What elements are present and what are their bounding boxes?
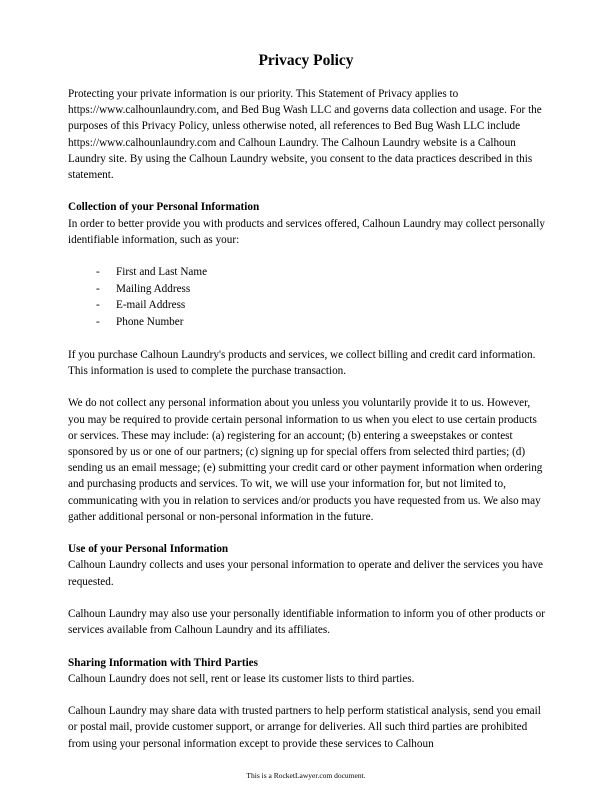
page-footer: This is a RocketLawyer.com document.	[246, 771, 366, 780]
use-paragraph-2: Calhoun Laundry may also use your personally identifiable information to inform you of other products or services available from Calhoun Laundry and its affiliates.	[68, 607, 545, 637]
list-dash: -	[96, 315, 100, 328]
page-title: Privacy Policy	[258, 52, 354, 69]
use-heading: Use of your Personal Information	[68, 543, 229, 556]
billing-paragraph: If you purchase Calhoun Laundry's products and services, we collect billing and credit card information. This information is used to complete the purchase transaction.	[68, 348, 536, 377]
list-item	[68, 297, 546, 314]
list-item-text: Phone Number	[116, 315, 184, 328]
voluntary-info-paragraph: We do not collect any personal information about you unless you voluntarily provide it to us. However, you may be required to provide certain personal information to us when you elect to use certain products or services. These may include: (a) registering for an account; (b) entering a sweepstakes or contest sponsored by us or one of our partners; (c) signing up for special offers from selected third parties; (d) sending us an email message; (e) submitting your credit card or other payment information when ordering and purchasing products and services. To wit, we will use your information for, but not limited to, communicating with you in relation to services and/or products you have requested from us. We also may gather additional personal or non-personal information in the future.	[68, 397, 543, 523]
use-paragraph-1: Calhoun Laundry collects and uses your personal information to operate and deliver the services you have requested.	[68, 559, 544, 588]
list-item	[68, 314, 546, 331]
list-item	[68, 281, 546, 298]
list-item-text: First and Last Name	[116, 266, 208, 279]
sharing-paragraph-2: Calhoun Laundry may share data with trusted partners to help perform statistical analysis, send you email or postal mail, provide customer support, or arrange for deliveries. All such third parties are prohibited from using your personal information except to provide these services to Calhoun	[68, 705, 541, 750]
list-dash: -	[96, 299, 100, 312]
sharing-heading: Sharing Information with Third Parties	[68, 656, 258, 669]
collection-lead: In order to better provide you with products and services offered, Calhoun Laundry may collect personally identifiable information, such as your:	[68, 217, 545, 246]
document-body	[68, 86, 546, 768]
list-item-text: E-mail Address	[116, 299, 186, 312]
list-dash: -	[96, 282, 100, 295]
sharing-paragraph-1: Calhoun Laundry does not sell, rent or lease its customer lists to third parties.	[68, 672, 415, 685]
collection-heading: Collection of your Personal Information	[68, 201, 260, 214]
list-dash: -	[96, 266, 100, 279]
list-item	[68, 264, 546, 281]
personal-info-list	[68, 264, 546, 330]
list-item-text: Mailing Address	[116, 282, 191, 295]
intro-paragraph: Protecting your private information is our priority. This Statement of Privacy applies to https://www.calhounlaundry.com, and Bed Bug Wash LLC and governs data collection and usage. For the purposes of this Privacy Policy, unless otherwise noted, all references to Bed Bug Wash LLC include https://www.calhounlaundry.com and Calhoun Laundry. The Calhoun Laundry website is a Calhoun Laundry site. By using the Calhoun Laundry website, you consent to the data practices described in this statement.	[68, 88, 542, 182]
